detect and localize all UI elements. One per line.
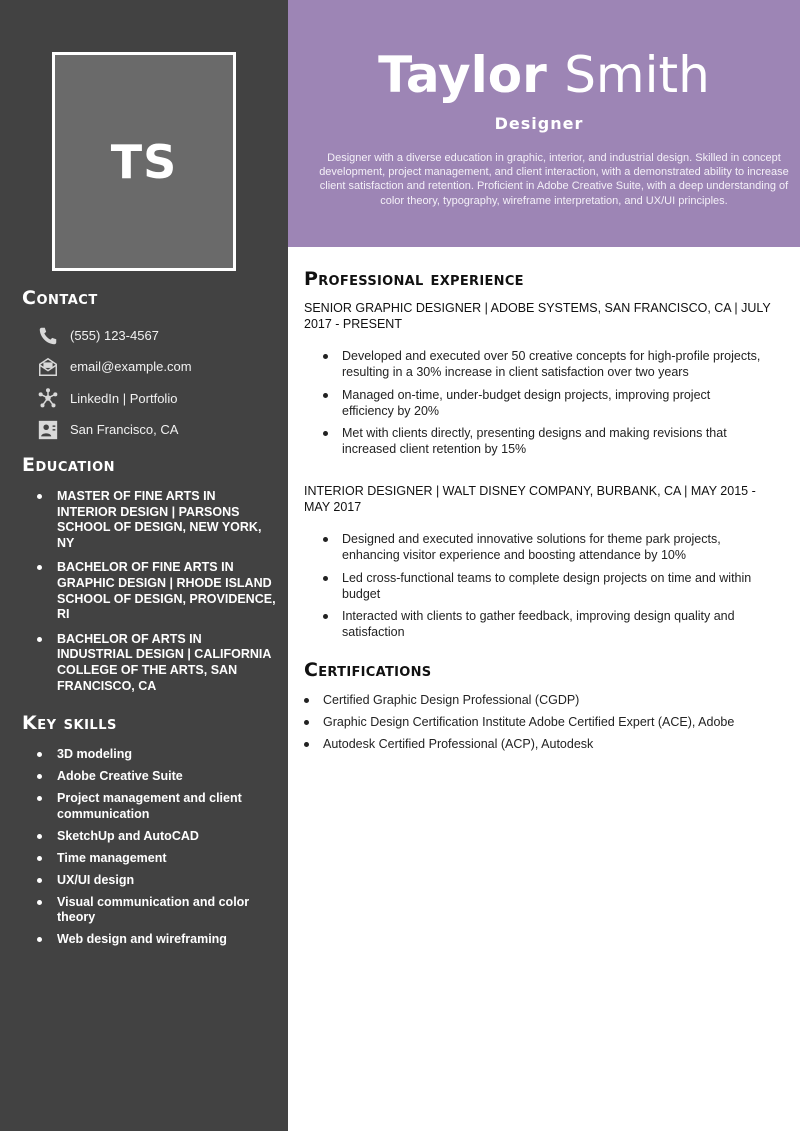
email-address: email@example.com [70, 359, 192, 375]
contact-heading: Contact [22, 287, 98, 309]
skill-item: Time management [36, 851, 276, 867]
skill-item: Project management and client communication [36, 791, 276, 822]
job-2-title: INTERIOR DESIGNER | WALT DISNEY COMPANY, BURBANK, CA | MAY 2015 - MAY 2017 [304, 484, 756, 514]
job-1-title: SENIOR GRAPHIC DESIGNER | ADOBE SYSTEMS, SAN FRANCISCO, CA | JULY 2017 - PRESENT [304, 301, 771, 331]
contact-list [36, 320, 276, 445]
phone-number: (555) 123-4567 [70, 328, 159, 344]
certification-item: Autodesk Certified Professional (ACP), Autodesk [323, 736, 783, 752]
links-text: LinkedIn | Portfolio [70, 390, 178, 406]
job-title-headline: Designer [494, 114, 584, 133]
contact-phone[interactable] [36, 320, 276, 351]
job-2-bullets [342, 531, 762, 647]
education-item: BACHELOR OF FINE ARTS IN GRAPHIC DESIGN | RHODE ISLAND SCHOOL OF DESIGN, PROVIDENCE, RI [36, 560, 276, 622]
skill-item: 3D modeling [36, 747, 276, 763]
contact-location [36, 414, 276, 445]
job-bullet: Developed and executed over 50 creative concepts for high-profile projects, resulting in a 30% increase in client satisfaction over two years [342, 349, 761, 379]
contact-links[interactable] [36, 383, 276, 414]
certifications-heading: Certifications [304, 659, 432, 681]
skill-item: Adobe Creative Suite [36, 769, 276, 785]
certifications-list [323, 692, 783, 759]
full-name [288, 40, 800, 110]
sidebar [0, 0, 288, 1131]
monogram-initials: TS [110, 134, 178, 189]
certification-item: Certified Graphic Design Professional (CGDP) [323, 692, 783, 708]
skill-item: Web design and wireframing [36, 932, 276, 948]
education-list [36, 489, 276, 703]
monogram-box [52, 52, 236, 271]
skill-item: SketchUp and AutoCAD [36, 829, 276, 845]
certification-item: Graphic Design Certification Institute Adobe Certified Expert (ACE), Adobe [323, 714, 783, 730]
job-bullet: Managed on-time, under-budget design projects, improving project efficiency by 20% [342, 387, 762, 419]
skill-item: Visual communication and color theory [36, 895, 276, 926]
contact-email[interactable] [36, 351, 276, 382]
job-bullet: Met with clients directly, presenting designs and making revisions that increased client retention by 15% [342, 425, 762, 457]
profile-summary: Designer with a diverse education in graphic, interior, and industrial design. Skilled in concept development, project management, and client interaction, with a demonstrated ability to increase client satisfaction and retention. Proficient in Adobe Creative Suite, with a deep understanding of color theory, typography, wireframe interpretation, and UX/UI principles. [319, 152, 789, 207]
job-bullet: Led cross-functional teams to complete design projects on time and within budget [342, 570, 762, 602]
education-item: BACHELOR OF ARTS IN INDUSTRIAL DESIGN | CALIFORNIA COLLEGE OF THE ARTS, SAN FRANCISCO, CA [36, 632, 276, 694]
location-card-icon [36, 418, 60, 442]
experience-heading: Professional experience [304, 268, 524, 290]
header-banner [288, 0, 800, 247]
skill-item: UX/UI design [36, 873, 276, 889]
first-name: Taylor [378, 46, 547, 104]
skills-list [36, 747, 276, 954]
last-name: Smith [564, 46, 710, 104]
education-item: MASTER OF FINE ARTS IN INTERIOR DESIGN | PARSONS SCHOOL OF DESIGN, NEW YORK, NY [36, 489, 276, 551]
education-heading: Education [22, 454, 116, 476]
location-text: San Francisco, CA [70, 422, 179, 438]
skills-heading: Key skills [22, 712, 117, 734]
email-icon [36, 355, 60, 379]
job-1-bullets [342, 348, 762, 464]
phone-icon [36, 324, 60, 348]
job-bullet: Interacted with clients to gather feedback, improving design quality and satisfaction [342, 608, 762, 640]
job-bullet: Designed and executed innovative solutions for theme park projects, enhancing visitor experience and boosting attendance by 10% [342, 531, 762, 563]
network-icon [36, 386, 60, 410]
